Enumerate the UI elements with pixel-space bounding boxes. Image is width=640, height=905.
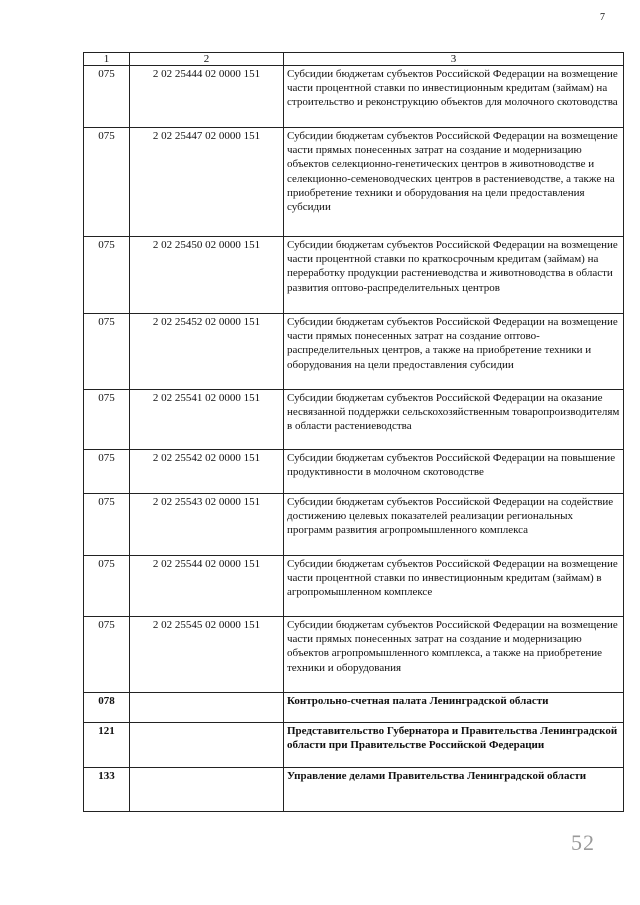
table-row bbox=[84, 768, 624, 812]
table-row bbox=[84, 128, 624, 237]
table-row bbox=[84, 617, 624, 693]
budget-code: 2 02 25541 02 0000 151 bbox=[130, 390, 284, 450]
budget-code: 2 02 25450 02 0000 151 bbox=[130, 237, 284, 314]
table-header-row bbox=[84, 53, 624, 66]
table-row bbox=[84, 693, 624, 723]
budget-code: 2 02 25444 02 0000 151 bbox=[130, 66, 284, 128]
budget-code bbox=[130, 693, 284, 723]
table-row bbox=[84, 237, 624, 314]
budget-code: 2 02 25452 02 0000 151 bbox=[130, 314, 284, 390]
budget-code bbox=[130, 723, 284, 768]
budget-code: 2 02 25544 02 0000 151 bbox=[130, 556, 284, 617]
income-name: Субсидии бюджетам субъектов Российской Федерации на возмещение части прямых понесенных затрат на создание и модернизацию объектов агропромышленного комплекса, а также на приобретение техники и оборудования bbox=[284, 617, 624, 693]
budget-code: 2 02 25447 02 0000 151 bbox=[130, 128, 284, 237]
income-name: Субсидии бюджетам субъектов Российской Федерации на возмещение части процентной ставки по инвестиционным кредитам (займам) в агропромышленном комплексе bbox=[284, 556, 624, 617]
budget-code bbox=[130, 768, 284, 812]
income-name: Субсидии бюджетам субъектов Российской Федерации на оказание несвязанной поддержки сельскохозяйственным товаропроизводителям в области растениеводства bbox=[284, 390, 624, 450]
income-name: Субсидии бюджетам субъектов Российской Федерации на содействие достижению целевых показателей реализации региональных программ развития агропромышленного комплекса bbox=[284, 494, 624, 556]
admin-code: 075 bbox=[84, 390, 130, 450]
admin-code: 121 bbox=[84, 723, 130, 768]
admin-code: 075 bbox=[84, 128, 130, 237]
table-row bbox=[84, 314, 624, 390]
admin-code: 078 bbox=[84, 693, 130, 723]
admin-code: 075 bbox=[84, 237, 130, 314]
income-name: Управление делами Правительства Ленинградской области bbox=[284, 768, 624, 812]
admin-code: 075 bbox=[84, 494, 130, 556]
table-row bbox=[84, 390, 624, 450]
admin-code: 075 bbox=[84, 314, 130, 390]
income-name: Субсидии бюджетам субъектов Российской Федерации на повышение продуктивности в молочном скотоводстве bbox=[284, 450, 624, 494]
table-row bbox=[84, 66, 624, 128]
budget-code: 2 02 25542 02 0000 151 bbox=[130, 450, 284, 494]
header-col-2: 2 bbox=[130, 53, 284, 66]
budget-code: 2 02 25543 02 0000 151 bbox=[130, 494, 284, 556]
table-row bbox=[84, 556, 624, 617]
admin-code: 075 bbox=[84, 66, 130, 128]
income-name: Субсидии бюджетам субъектов Российской Федерации на возмещение части процентной ставки по краткосрочным кредитам (займам) на переработку продукции растениеводства и животноводства в области развития оптово-распределительных центров bbox=[284, 237, 624, 314]
table-row bbox=[84, 494, 624, 556]
income-name: Субсидии бюджетам субъектов Российской Федерации на возмещение части прямых понесенных затрат на создание оптово-распределительных центров, а также на приобретение техники и оборудования на цели предоставления субсидии bbox=[284, 314, 624, 390]
header-col-3: 3 bbox=[284, 53, 624, 66]
income-name: Контрольно-счетная палата Ленинградской области bbox=[284, 693, 624, 723]
page-stamp: 52 bbox=[571, 830, 595, 855]
admin-code: 075 bbox=[84, 556, 130, 617]
admin-code: 133 bbox=[84, 768, 130, 812]
income-name: Представительство Губернатора и Правительства Ленинградской области при Правительстве Российской Федерации bbox=[284, 723, 624, 768]
page-number: 7 bbox=[600, 12, 605, 23]
income-name: Субсидии бюджетам субъектов Российской Федерации на возмещение части процентной ставки по инвестиционным кредитам (займам) на строительство и реконструкцию объектов для молочного скотоводства bbox=[284, 66, 624, 128]
table-row bbox=[84, 723, 624, 768]
budget-classification-table bbox=[83, 52, 624, 812]
budget-code: 2 02 25545 02 0000 151 bbox=[130, 617, 284, 693]
header-col-1: 1 bbox=[84, 53, 130, 66]
table-row bbox=[84, 450, 624, 494]
admin-code: 075 bbox=[84, 617, 130, 693]
admin-code: 075 bbox=[84, 450, 130, 494]
income-name: Субсидии бюджетам субъектов Российской Федерации на возмещение части прямых понесенных затрат на создание и модернизацию объектов селекционно-генетических центров в животноводстве и селекционно-семеноводческих центров в растениеводстве, а также на приобретение техники и оборудования на цели предоставления субсидии bbox=[284, 128, 624, 237]
